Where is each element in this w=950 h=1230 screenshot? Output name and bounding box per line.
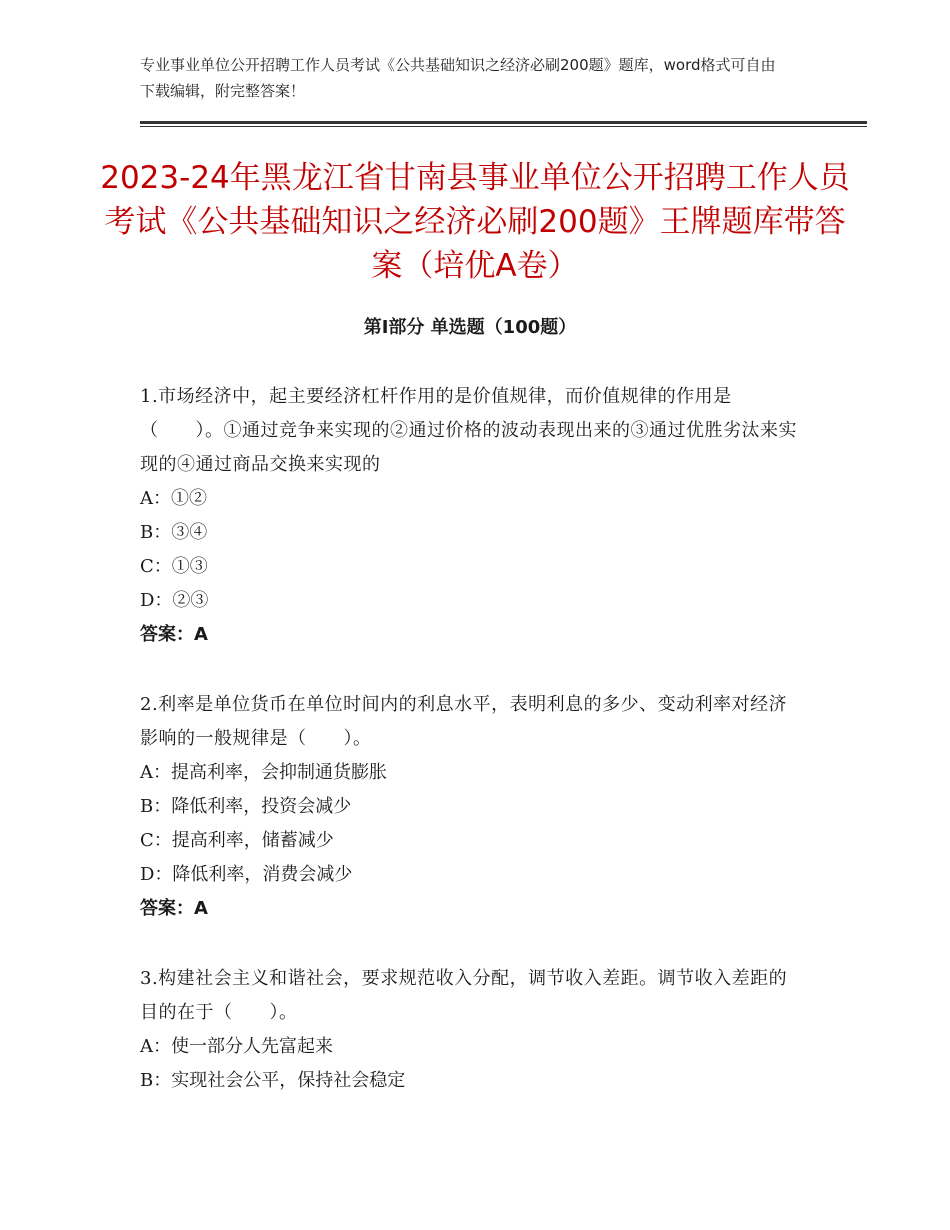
header-divider-thin [140,126,867,127]
option-c: C：提高利率，储蓄减少 [140,830,334,851]
option-a: A：①② [140,488,207,509]
option-a: A：提高利率，会抑制通货膨胀 [140,762,387,783]
section-title: 第Ⅰ部分 单选题（100题） [363,317,577,338]
option-c: C：①③ [140,556,208,577]
answer: 答案：A [140,898,208,919]
option-d: D：②③ [140,590,209,611]
option-a: A：使一部分人先富起来 [140,1036,333,1057]
question-1 [140,380,800,652]
option-b: B：降低利率，投资会减少 [140,796,352,817]
question-stem: 3.构建社会主义和谐社会，要求规范收入分配，调节收入差距。调节收入差距的目的在于（ ）。 [140,968,788,1023]
question-3 [140,962,800,1098]
question-2 [140,688,800,926]
option-b: B：实现社会公平，保持社会稳定 [140,1070,406,1091]
document-title: 2023-24年黑龙江省甘南县事业单位公开招聘工作人员考试《公共基础知识之经济必刷200题》王牌题库带答案（培优A卷） [100,160,850,284]
answer: 答案：A [140,624,208,645]
question-stem: 2.利率是单位货币在单位时间内的利息水平，表明利息的多少、变动利率对经济影响的一般规律是（ ）。 [140,694,788,749]
header-divider-thick [140,121,867,124]
option-b: B：③④ [140,522,208,543]
option-d: D：降低利率，消费会减少 [140,864,353,885]
header-note: 专业事业单位公开招聘工作人员考试《公共基础知识之经济必刷200题》题库，word格式可自由下载编辑，附完整答案！ [140,56,776,100]
question-stem: 1.市场经济中，起主要经济杠杆作用的是价值规律，而价值规律的作用是（ ）。①通过竞争来实现的②通过价格的波动表现出来的③通过优胜劣汰来实现的④通过商品交换来实现的 [140,386,797,475]
